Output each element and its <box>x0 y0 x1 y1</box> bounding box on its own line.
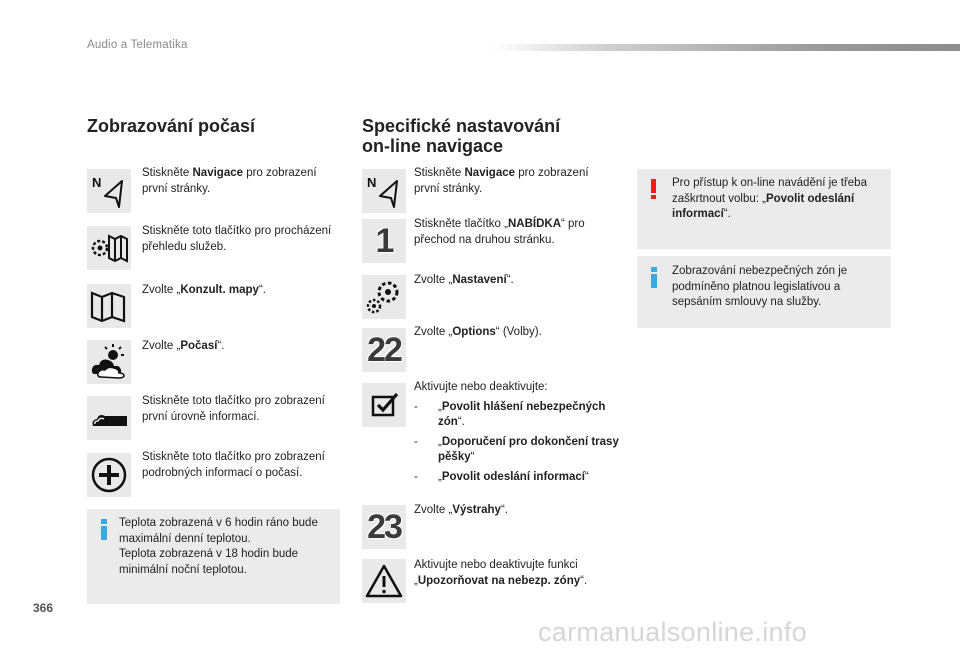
step-left-4: Zvolte „Počasí“. <box>142 340 225 352</box>
temperature-note-text: Teplota zobrazená v 6 hodin ráno bude maximální denní teplotou. Teplota zobrazená v 18 hodin bude minimální noční teplotou. <box>119 517 318 576</box>
map-icon <box>87 284 131 328</box>
navigation-icon <box>87 169 131 213</box>
warning-exclamation-icon <box>651 179 657 201</box>
step-left-3: Zvolte „Konzult. mapy“. <box>142 284 266 296</box>
info-icon <box>651 267 657 287</box>
navigation-icon <box>362 169 406 213</box>
header-rule <box>490 44 960 51</box>
option-item: - „Povolit odeslání informací“ <box>414 470 589 483</box>
step-number-23: 23 <box>362 505 406 549</box>
temperature-note <box>87 509 340 604</box>
warning-note-text: Pro přístup k on-line navádění je třeba zaškrtnout volbu: „Povolit odeslání informací“. <box>672 177 867 220</box>
watermark: carmanualsonline.info <box>538 617 807 647</box>
section-title-weather: Zobrazování počasí <box>87 116 256 136</box>
plus-icon <box>87 453 131 497</box>
services-icon <box>87 226 131 270</box>
step-mid-4: Zvolte „Options“ (Volby). <box>414 326 542 338</box>
step-mid-7: Aktivujte nebo deaktivujte funkci „Upozorňovat na nebezp. zóny“. <box>414 559 588 587</box>
settings-icon <box>362 275 406 319</box>
warning-note <box>637 169 891 249</box>
step-left-6: Stiskněte toto tlačítko pro zobrazení podrobných informací o počasí. <box>142 451 325 479</box>
step-mid-6: Zvolte „Výstrahy“. <box>414 504 508 516</box>
step-mid-2: Stiskněte tlačítko „NABÍDKA“ pro přechod na druhou stránku. <box>414 218 585 246</box>
step-left-2: Stiskněte toto tlačítko pro procházení přehledu služeb. <box>142 225 332 253</box>
step-mid-1: Stiskněte Navigace pro zobrazení první stránky. <box>414 167 589 195</box>
step-left-5: Stiskněte toto tlačítko pro zobrazení první úrovně informací. <box>142 395 325 423</box>
option-list <box>414 400 624 486</box>
step-number-1: 1 <box>362 219 406 263</box>
step-number-22: 22 <box>362 328 406 372</box>
svg-text:N: N <box>367 175 377 190</box>
section-title-online-nav: Specifické nastavování on-line navigace <box>362 116 561 156</box>
step-mid-5: Aktivujte nebo deaktivujte: - „Povolit hlášení nebezpečných zón“. - „Doporučení pro dokončení trasy pěšky“ - „Povolit odeslání informací“ <box>414 380 624 489</box>
chapter-title: Audio a Telematika <box>87 39 188 51</box>
step-mid-3: Zvolte „Nastavení“. <box>414 274 514 286</box>
weather-bar-icon <box>87 396 131 440</box>
step-left-1: Stiskněte Navigace pro zobrazení první stránky. <box>142 167 317 195</box>
checkbox-icon <box>362 383 406 427</box>
info-icon <box>101 519 107 539</box>
option-item: - „Doporučení pro dokončení trasy pěšky“ <box>414 435 619 463</box>
warning-triangle-icon <box>362 559 406 603</box>
page-number: 366 <box>33 601 54 615</box>
svg-text:N: N <box>92 175 102 190</box>
option-item: - „Povolit hlášení nebezpečných zón“. <box>414 400 606 428</box>
weather-icon <box>87 340 131 384</box>
info-note <box>637 256 891 328</box>
info-note-text: Zobrazování nebezpečných zón je podmíněno platnou legislativou a sepsáním smlouvy na služby. <box>672 265 848 308</box>
